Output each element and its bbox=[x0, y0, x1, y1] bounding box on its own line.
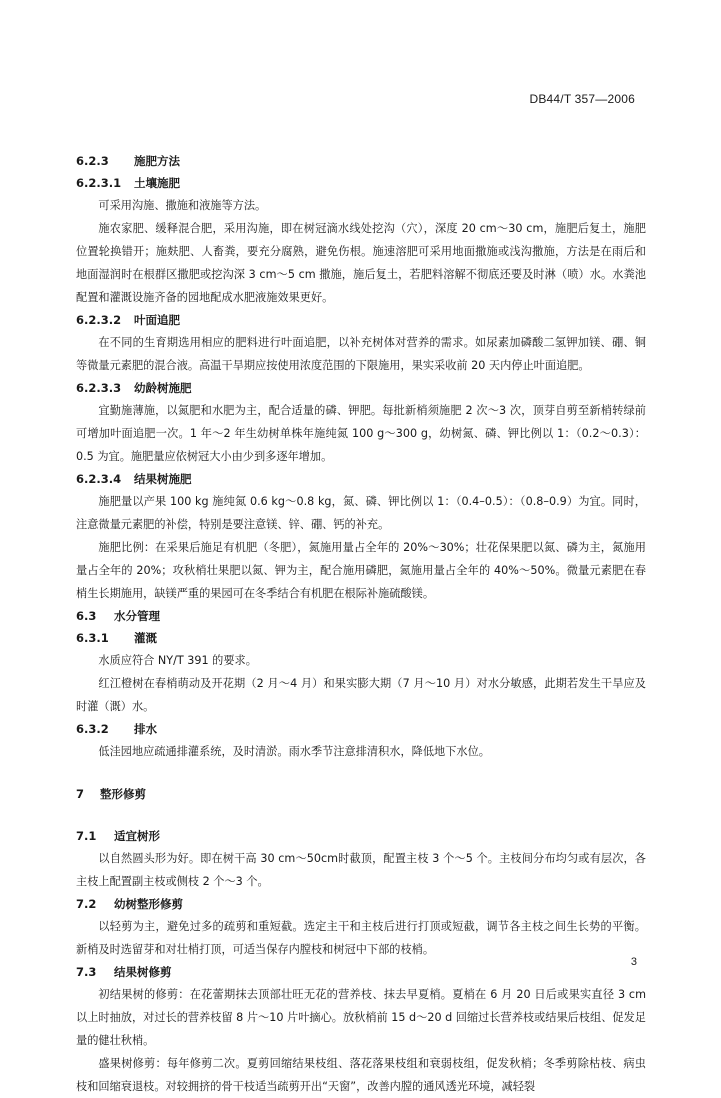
paragraph: 宜勤施薄施，以氮肥和水肥为主，配合适量的磷、钾肥。每批新梢须施肥 2 次～3 次，顶芽自剪至新梢转绿前可增加叶面追肥一次。1 年～2 年生幼树单株年施纯氮 100 g～300 g，幼树氮、磷、钾比例以 1：（0.2～0.3）：0.5 为宜。施肥量应依树冠大小由少到多逐年增加。 bbox=[76, 404, 646, 463]
section-title: 幼树整形修剪 bbox=[114, 897, 183, 911]
heading-6-3-1 bbox=[76, 627, 646, 649]
section-number: 6.2.3.4 bbox=[76, 472, 122, 486]
section-title: 整形修剪 bbox=[100, 787, 146, 801]
heading-6-2-3-3 bbox=[76, 377, 646, 399]
heading-6-2-3-2 bbox=[76, 309, 646, 331]
section-title: 适宜树形 bbox=[114, 829, 160, 843]
section-number: 6.2.3 bbox=[76, 154, 109, 168]
paragraph: 施肥比例：在采果后施足有机肥（冬肥），氮施用量占全年的 20%～30%；壮花保果肥以氮、磷为主，氮施用量占全年的 20%；攻秋梢壮果肥以氮、钾为主，配合施用磷肥，氮施用量占全年的 40%～50%。微量元素肥在春梢生长期施用，缺镁严重的果园可在冬季结合有机肥在根际补施硫酸镁。 bbox=[76, 541, 646, 600]
section-title: 幼龄树施肥 bbox=[134, 381, 192, 395]
heading-7 bbox=[76, 783, 646, 805]
section-title: 结果树修剪 bbox=[114, 965, 172, 979]
heading-7-2 bbox=[76, 893, 646, 915]
paragraph: 施肥量以产果 100 kg 施纯氮 0.6 kg～0.8 kg，氮、磷、钾比例以 1：（0.4–0.5）：（0.8–0.9）为宜。同时，注意微量元素肥的补偿，特别是要注意镁、锌、硼、钙的补充。 bbox=[76, 495, 646, 531]
section-number: 6.2.3.2 bbox=[76, 313, 122, 327]
section-title: 结果树施肥 bbox=[134, 472, 192, 486]
section-title: 土壤施肥 bbox=[134, 176, 180, 190]
paragraph: 以自然圆头形为好。即在树干高 30 cm～50cm时截顶，配置主枝 3 个～5 个。主枝间分布均匀或有层次，各主枝上配置副主枝或侧枝 2 个～3 个。 bbox=[76, 852, 646, 888]
standard-code: DB44/T 357—2006 bbox=[529, 92, 635, 106]
section-number: 6.2.3.3 bbox=[76, 381, 122, 395]
paragraph: 红江橙树在春梢萌动及开花期（2 月～4 月）和果实膨大期（7 月～10 月）对水分敏感，此期若发生干旱应及时灌（溉）水。 bbox=[76, 677, 646, 713]
section-number: 6.3 bbox=[76, 609, 97, 623]
paragraph: 盛果树修剪：每年修剪二次。夏剪回缩结果枝组、落花落果枝组和衰弱枝组，促发秋梢；冬季剪除枯枝、病虫枝和回缩衰退枝。对较拥挤的骨干枝适当疏剪开出“天窗”，改善内膛的通风透光环境，减轻裂 bbox=[76, 1057, 646, 1093]
paragraph: 可采用沟施、撒施和液施等方法。 bbox=[98, 199, 267, 212]
section-title: 施肥方法 bbox=[134, 154, 180, 168]
heading-7-1 bbox=[76, 825, 646, 847]
heading-6-2-3 bbox=[76, 150, 646, 172]
heading-6-3 bbox=[76, 605, 646, 627]
paragraph: 施农家肥、缓释混合肥，采用沟施，即在树冠滴水线处挖沟（穴），深度 20 cm～30 cm，施肥后复土，施肥位置轮换错开；施麸肥、人畜粪，要充分腐熟，避免伤根。施速溶肥可采用地面撒施或浅沟撒施，方法是在雨后和地面湿润时在根群区撒肥或挖沟深 3 cm～5 cm 撒施，施后复土，若肥料溶解不彻底还要及时淋（喷）水。水粪池配置和灌溉设施齐备的园地配成水肥液施效果更好。 bbox=[76, 222, 646, 304]
heading-7-3 bbox=[76, 961, 646, 983]
section-number: 6.3.2 bbox=[76, 722, 109, 736]
section-number: 7.2 bbox=[76, 897, 97, 911]
section-title: 水分管理 bbox=[114, 609, 160, 623]
paragraph: 低洼园地应疏通排灌系统，及时清淤。雨水季节注意排清积水，降低地下水位。 bbox=[98, 745, 490, 758]
section-title: 排水 bbox=[134, 722, 157, 736]
paragraph: 以轻剪为主，避免过多的疏剪和重短截。选定主干和主枝后进行打顶或短截，调节各主枝之间生长势的平衡。新梢及时选留芽和对壮梢打顶，可适当保存内膛枝和树冠中下部的枝梢。 bbox=[76, 920, 646, 956]
section-title: 灌溉 bbox=[134, 631, 157, 645]
heading-6-2-3-1 bbox=[76, 172, 646, 194]
section-title: 叶面追肥 bbox=[134, 313, 180, 327]
section-number: 6.2.3.1 bbox=[76, 176, 122, 190]
paragraph: 在不同的生育期选用相应的肥料进行叶面追肥，以补充树体对营养的需求。如尿素加磷酸二氢钾加镁、硼、铜等微量元素肥的混合液。高温干旱期应按使用浓度范围的下限施用，果实采收前 20 天内停止叶面追肥。 bbox=[76, 336, 646, 372]
paragraph: 初结果树的修剪：在花蕾期抹去顶部壮旺无花的营养枝、抹去早夏梢。夏梢在 6 月 20 日后或果实直径 3 cm 以上时抽放，对过长的营养枝留 8 片～10 片叶摘心。放秋梢前 15 d～20 d 回缩过长营养枝或结果后枝组、促发足量的健壮秋梢。 bbox=[76, 988, 646, 1047]
paragraph: 水质应符合 NY/T 391 的要求。 bbox=[98, 654, 257, 667]
section-number: 7.3 bbox=[76, 965, 97, 979]
heading-6-3-2 bbox=[76, 718, 646, 740]
heading-6-2-3-4 bbox=[76, 468, 646, 490]
document-body bbox=[76, 150, 646, 1098]
section-number: 6.3.1 bbox=[76, 631, 109, 645]
page-number: 3 bbox=[630, 956, 637, 968]
section-number: 7.1 bbox=[76, 829, 97, 843]
section-number: 7 bbox=[76, 787, 85, 801]
